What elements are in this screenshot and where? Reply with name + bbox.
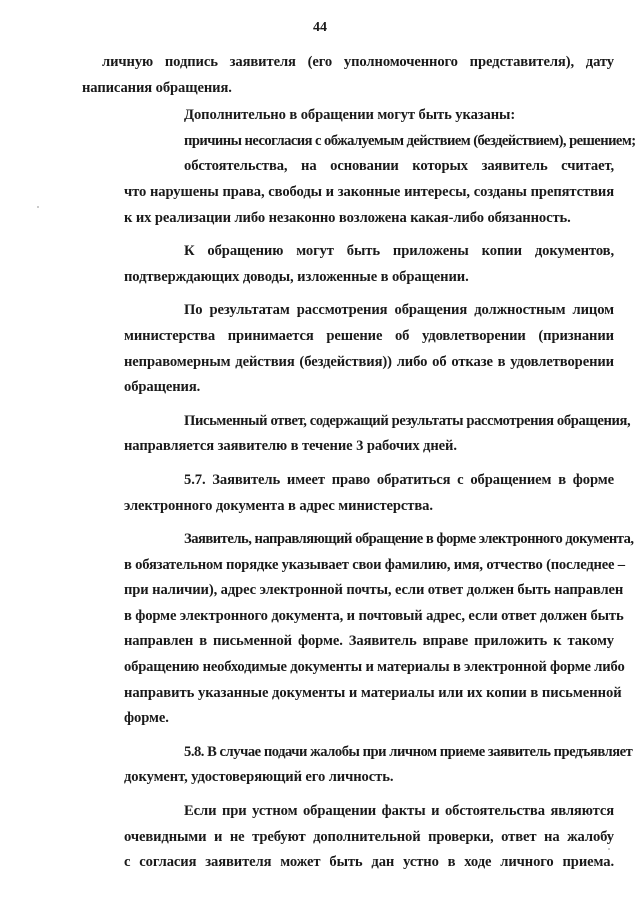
scan-speck [37,206,39,208]
text-line: в обязательном порядке указывает свои фамилию, имя, отчество (последнее – [124,556,625,573]
text-line: Письменный ответ, содержащий результаты рассмотрения обращения, [184,412,631,429]
text-line: 5.8. В случае подачи жалобы при личном приеме заявитель предъявляет [184,743,633,760]
text-line: к их реализации либо незаконно возложена какая-либо обязанность. [124,209,571,226]
text-line: причины несогласия с обжалуемым действием (бездействием), решением; [184,132,636,149]
text-line: личную подпись заявителя (его уполномоченного представителя), дату [102,54,614,70]
text-line: очевидными и не требуют дополнительной проверки, ответ на жалобу [124,828,614,845]
paragraph [104,129,636,155]
text-line: Если при устном обращении факты и обстоятельства являются [184,803,614,820]
paragraph [104,409,631,460]
document-body [82,50,636,876]
text-line: документ, удостоверяющий его личность. [124,769,394,786]
text-line: направляется заявителю в течение 3 рабочих дней. [124,438,457,455]
paragraph [104,527,634,732]
paragraph [104,468,614,519]
text-line: подтверждающих доводы, изложенные в обращении. [124,268,469,285]
text-line: обстоятельства, на основании которых заявитель считает, [184,158,614,175]
paragraph [104,298,614,400]
text-line: форме. [124,710,169,727]
paragraph [82,50,614,101]
paragraph [104,154,614,231]
paragraph [104,740,633,791]
text-line: при наличии), адрес электронной почты, если ответ должен быть направлен [124,582,624,599]
text-line: неправомерным действия (бездействия)) либо об отказе в удовлетворении [124,353,614,370]
text-line: в форме электронного документа, и почтовый адрес, если ответ должен быть [124,607,624,624]
text-line: министерства принимается решение об удовлетворении (признании [124,327,614,344]
text-line: По результатам рассмотрения обращения должностным лицом [184,302,614,319]
text-line: что нарушены права, свободы и законные интересы, созданы препятствия [124,183,614,200]
text-line: направить указанные документы и материалы или их копии в письменной [124,684,622,701]
paragraph [104,239,614,290]
text-line: обращению необходимые документы и материалы в электронной форме либо [124,659,625,676]
text-line: Дополнительно в обращении могут быть указаны: [184,107,516,124]
text-line: 5.7. Заявитель имеет право обратиться с обращением в форме [184,471,614,488]
text-line: с согласия заявителя может быть дан устно в ходе личного приема. [124,854,614,871]
text-line: К обращению могут быть приложены копии документов, [184,243,614,260]
text-line: обращения. [124,379,201,396]
text-line: написания обращения. [82,79,232,96]
scan-speck [608,848,610,850]
text-line: Заявитель, направляющий обращение в форме электронного документа, [184,531,634,548]
page-number: 44 [313,20,327,35]
paragraph [104,103,614,129]
paragraph [104,799,614,876]
text-line: электронного документа в адрес министерства. [124,497,433,514]
text-line: направлен в письменной форме. Заявитель вправе приложить к такому [124,633,614,650]
